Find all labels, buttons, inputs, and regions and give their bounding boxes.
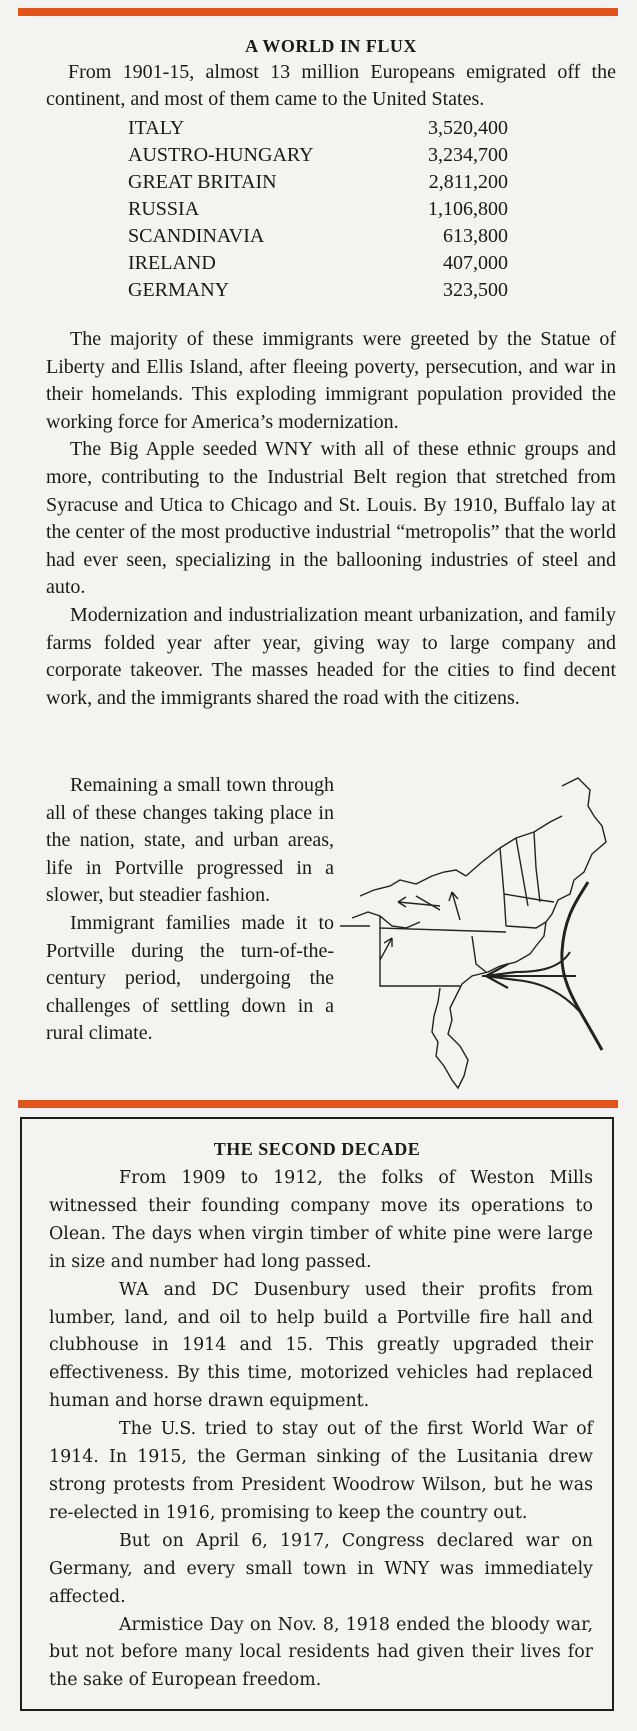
section-title: A WORLD IN FLUX: [245, 36, 417, 56]
stat-row: [128, 196, 508, 223]
second-decade-box: [20, 1117, 614, 1711]
stat-value: 1,106,800: [428, 198, 508, 220]
stat-value: 3,520,400: [428, 117, 508, 139]
body-paragraph: Immigrant families made it to Portville during the turn-of-the-century period, undergoing the challenges of settling down in a rural climate.: [46, 911, 334, 1045]
box-body: [49, 1165, 593, 1695]
stat-row: [128, 169, 508, 196]
stat-value: 407,000: [443, 252, 508, 274]
stat-country: GREAT BRITAIN: [128, 171, 277, 193]
northeast-map-icon: [340, 776, 630, 1096]
stat-value: 2,811,200: [428, 171, 508, 193]
stat-row: [128, 277, 508, 304]
portville-column: [46, 772, 334, 1048]
emigration-stats-table: [128, 115, 508, 304]
stat-value: 3,234,700: [428, 144, 508, 166]
body-paragraph: Modernization and industrialization meant urbanization, and family farms folded year after year, giving way to large company and corporate takeover. The masses headed for the cities to find decent work, and the immigrants shared the road with the citizens.: [46, 603, 616, 709]
stat-country: SCANDINAVIA: [128, 225, 265, 247]
stat-row: [128, 115, 508, 142]
stat-country: AUSTRO-HUNGARY: [128, 144, 314, 166]
stat-row: [128, 223, 508, 250]
box-title: THE SECOND DECADE: [213, 1139, 421, 1159]
box-paragraph: Armistice Day on Nov. 8, 1918 ended the bloody war, but not before many local residents had given their lives for the sake of European freedom.: [49, 1614, 593, 1691]
stat-country: RUSSIA: [128, 198, 200, 220]
stat-country: IRELAND: [128, 252, 216, 274]
box-paragraph: WA and DC Dusenbury used their profits from lumber, land, and oil to help build a Portville fire hall and clubhouse in 1914 and 15. This greatly upgraded their effectiveness. By this time, motorized vehicles had replaced human and horse drawn equipment.: [49, 1279, 593, 1412]
box-paragraph: From 1909 to 1912, the folks of Weston Mills witnessed their founding company move its operations to Olean. The days when virgin timber of white pine were large in size and number had long passed.: [49, 1168, 593, 1272]
stat-country: GERMANY: [128, 279, 230, 301]
box-paragraph: But on April 6, 1917, Congress declared war on Germany, and every small town in WNY was immediately affected.: [49, 1530, 593, 1607]
stat-value: 323,500: [443, 279, 508, 301]
intro-paragraph: From 1901-15, almost 13 million Europeans emigrated off the continent, and most of them came to the United States.: [46, 61, 616, 110]
world-in-flux-section: [46, 36, 616, 712]
stat-row: [128, 142, 508, 169]
middle-divider-rule: [18, 1100, 618, 1108]
box-paragraph: The U.S. tried to stay out of the first World War of 1914. In 1915, the German sinking of the Lusitania drew strong protests from President Woodrow Wilson, but he was re-elected in 1916, promising to keep the country out.: [49, 1419, 593, 1523]
stat-value: 613,800: [443, 225, 508, 247]
top-divider-rule: [18, 8, 618, 16]
body-paragraph: The Big Apple seeded WNY with all of these ethnic groups and more, contributing to the Industrial Belt region that stretched from Syracuse and Utica to Chicago and St. Louis. By 1910, Buffalo lay at the center of the most productive industrial “metropolis” that the world had ever seen, specializing in the ballooning industries of steel and auto.: [46, 438, 616, 599]
stat-country: ITALY: [128, 117, 185, 139]
body-paragraph: Remaining a small town through all of these changes taking place in the nation, state, and urban areas, life in Portville progressed in a slower, but steadier fashion.: [46, 774, 334, 907]
body-paragraph: The majority of these immigrants were greeted by the Statue of Liberty and Ellis Island, after fleeing poverty, persecution, and war in their homelands. This exploding immigrant population provided the working force for America’s modernization.: [46, 328, 616, 433]
stat-row: [128, 250, 508, 277]
